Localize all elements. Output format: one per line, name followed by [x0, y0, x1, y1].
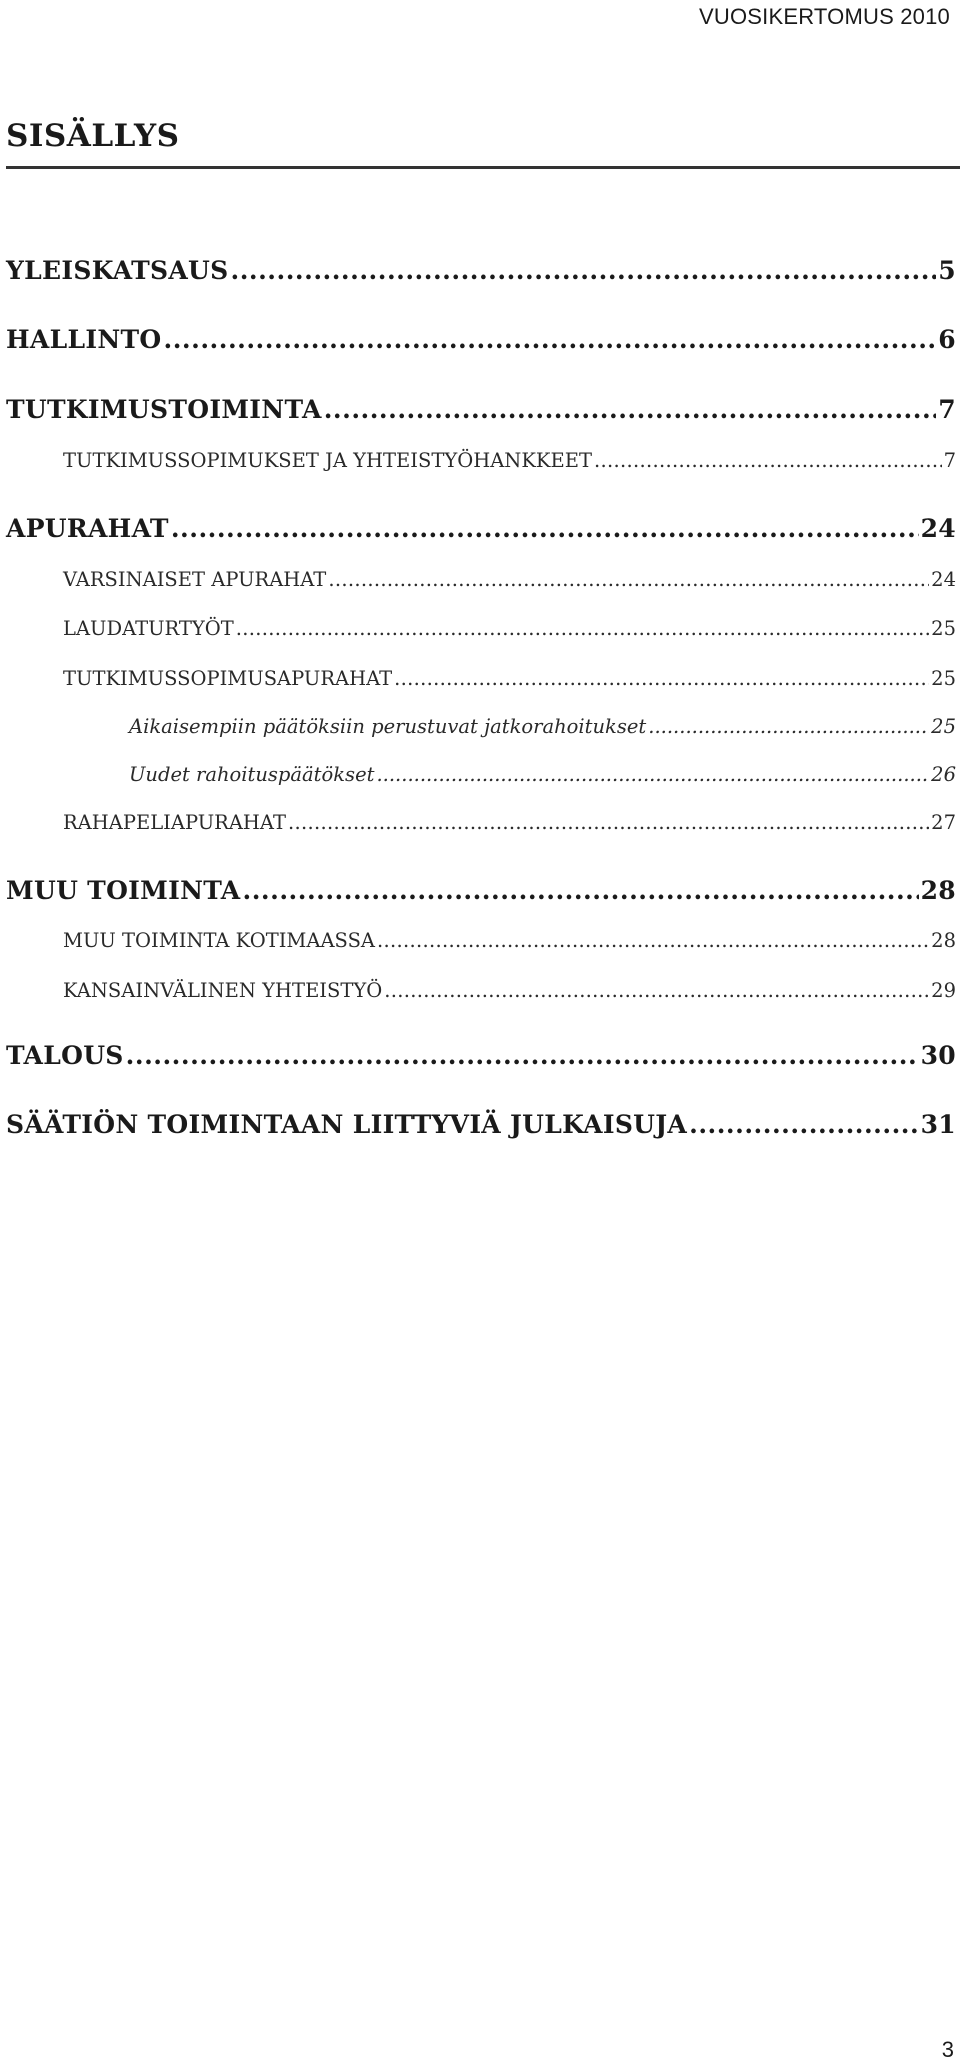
toc-entry-julkaisuja[interactable] — [6, 1110, 956, 1139]
toc-entry-page: 31 — [920, 1110, 956, 1139]
toc-entry-label: TALOUS — [6, 1041, 124, 1070]
leader-dots — [171, 514, 919, 543]
report-header: VUOSIKERTOMUS 2010 — [699, 4, 950, 29]
leader-dots — [394, 667, 929, 690]
page-number: 3 — [941, 2037, 954, 2062]
toc-entry-label: HALLINTO — [6, 325, 162, 354]
toc-entry-page: 28 — [920, 876, 956, 905]
toc-entry-label: VARSINAISET APURAHAT — [63, 568, 327, 591]
leader-dots — [243, 876, 919, 905]
toc-entry-label: MUU TOIMINTA KOTIMAASSA — [63, 929, 376, 952]
toc-entry-page: 7 — [938, 395, 956, 424]
toc-entry-label: TUTKIMUSTOIMINTA — [6, 395, 322, 424]
toc-entry-laudaturtyot[interactable] — [63, 617, 956, 640]
toc-entry-jatkorahoitukset[interactable] — [129, 715, 956, 738]
leader-dots — [230, 256, 936, 285]
toc-entry-label: RAHAPELIAPURAHAT — [63, 811, 286, 834]
toc-entry-kansainvalinen-yhteistyo[interactable] — [63, 979, 956, 1002]
toc-entry-label: APURAHAT — [6, 514, 169, 543]
toc-entry-page: 30 — [920, 1041, 956, 1070]
toc-entry-page: 6 — [938, 325, 956, 354]
toc-entry-page: 29 — [931, 979, 956, 1002]
page-title: SISÄLLYS — [6, 118, 180, 154]
toc-entry-page: 27 — [931, 811, 956, 834]
leader-dots — [288, 811, 929, 834]
toc-entry-page: 24 — [920, 514, 956, 543]
toc-entry-label: Uudet rahoituspäätökset — [129, 763, 375, 786]
toc-entry-label: MUU TOIMINTA — [6, 876, 241, 905]
toc-entry-label: YLEISKATSAUS — [6, 256, 229, 285]
leader-dots — [376, 763, 929, 786]
leader-dots — [689, 1110, 919, 1139]
toc-entry-page: 25 — [931, 617, 956, 640]
toc-entry-page: 7 — [943, 449, 956, 472]
leader-dots — [236, 617, 929, 640]
toc-entry-label: TUTKIMUSSOPIMUSAPURAHAT — [63, 667, 393, 690]
toc-entry-label: LAUDATURTYÖT — [63, 617, 234, 640]
toc-entry-page: 5 — [938, 256, 956, 285]
toc-entry-talous[interactable] — [6, 1041, 956, 1070]
leader-dots — [377, 929, 929, 952]
toc-entry-uudet-rahoituspaatokset[interactable] — [129, 763, 956, 786]
leader-dots — [328, 568, 929, 591]
leader-dots — [164, 325, 937, 354]
toc-entry-apurahat[interactable] — [6, 514, 956, 543]
toc-entry-label: SÄÄTIÖN TOIMINTAAN LIITTYVIÄ JULKAISUJA — [6, 1110, 688, 1139]
leader-dots — [648, 715, 929, 738]
toc-entry-page: 25 — [931, 715, 956, 738]
toc-entry-page: 25 — [931, 667, 956, 690]
toc-entry-tutkimussopimusapurahat[interactable] — [63, 667, 956, 690]
toc-entry-hallinto[interactable] — [6, 325, 956, 354]
toc-entry-yleiskatsaus[interactable] — [6, 256, 956, 285]
toc-entry-page: 28 — [931, 929, 956, 952]
toc-entry-label: TUTKIMUSSOPIMUKSET JA YHTEISTYÖHANKKEET — [63, 449, 592, 472]
leader-dots — [126, 1041, 919, 1070]
title-divider — [6, 166, 960, 169]
toc-entry-muu-toiminta-kotimaassa[interactable] — [63, 929, 956, 952]
toc-entry-page: 26 — [931, 763, 956, 786]
toc-entry-varsinaiset-apurahat[interactable] — [63, 568, 956, 591]
toc-entry-rahapeliapurahat[interactable] — [63, 811, 956, 834]
leader-dots — [384, 979, 929, 1002]
leader-dots — [594, 449, 942, 472]
leader-dots — [324, 395, 937, 424]
toc-entry-label: Aikaisempiin päätöksiin perustuvat jatkorahoitukset — [129, 715, 647, 738]
toc-entry-page: 24 — [931, 568, 956, 591]
toc-entry-muu-toiminta[interactable] — [6, 876, 956, 905]
toc-entry-tutkimustoiminta[interactable] — [6, 395, 956, 424]
toc-entry-label: KANSAINVÄLINEN YHTEISTYÖ — [63, 979, 383, 1002]
toc-entry-tutkimussopimukset[interactable] — [63, 449, 956, 472]
